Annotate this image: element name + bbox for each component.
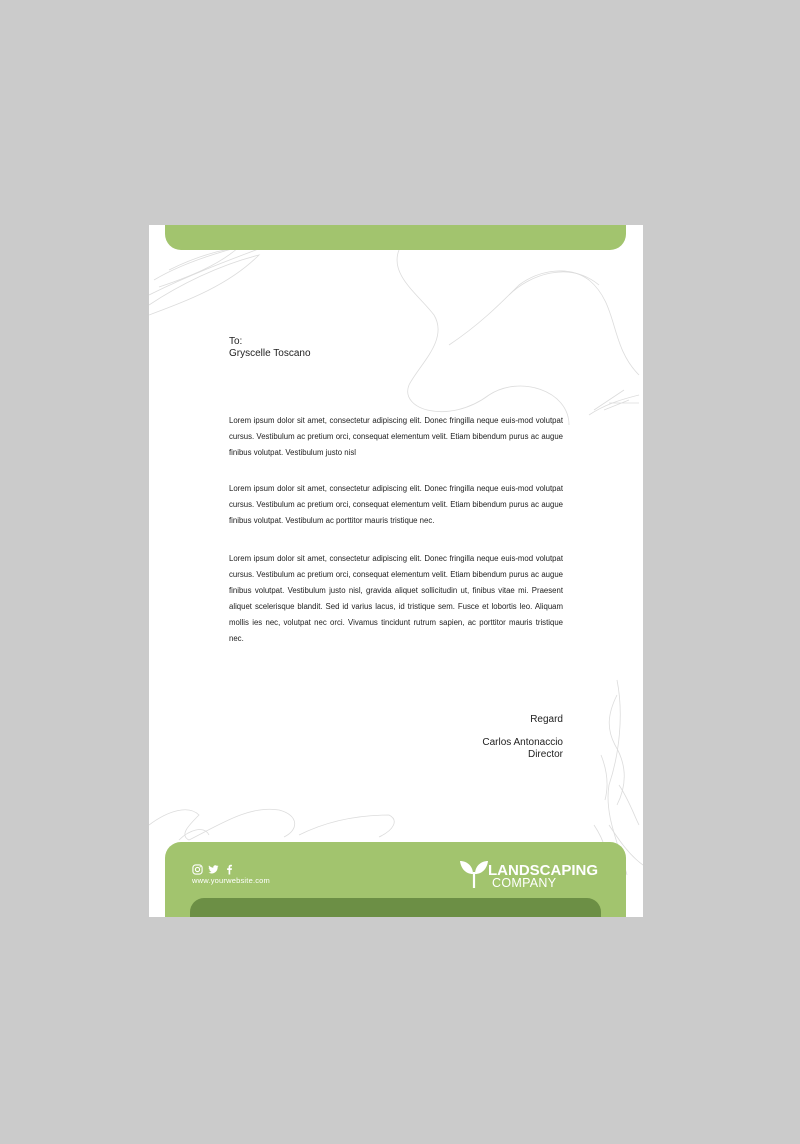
signer-title: Director xyxy=(527,749,563,760)
website-link[interactable]: www.yourwebsite.com xyxy=(192,876,270,885)
footer-dark-band xyxy=(190,898,601,917)
body-paragraph-2: Lorem ipsum dolor sit amet, consectetur adipiscing elit. Donec fringilla neque euis-mod volutpat cursus. Vestibulum ac pretium orci, consequat elementum velit. Etiam bibendum purus ac augue finibus volutpat. Vestibulum ac porttitor mauris tristique nec. xyxy=(229,484,563,525)
to-label: To: xyxy=(229,336,243,347)
facebook-icon[interactable] xyxy=(224,862,235,873)
body-paragraph-3: Lorem ipsum dolor sit amet, consectetur adipiscing elit. Donec fringilla neque euis-mod volutpat cursus. Vestibulum ac pretium orci, consequat elementum velit. Etiam bibendum purus ac augue finibus volutpat. Vestibulum justo nisl, gravida aliquet sollicitudin ut, finibus vitae mi. Praesent aliquet scelerisque blandit. Sed id varius lacus, id tristique sem. Fusce et lobortis leo. Aliquam mollis ies nec, volutpat nec orci. Vivamus tincidunt rutrum sapien, ac porttitor mauris tristique nec. xyxy=(229,554,563,643)
logo-text-primary: LANDSCAPING xyxy=(488,862,599,879)
letter-body xyxy=(229,413,563,667)
recipient-name: Gryscelle Toscano xyxy=(229,348,311,359)
instagram-icon[interactable] xyxy=(192,862,203,873)
social-links xyxy=(192,862,235,873)
closing-salutation: Regard xyxy=(530,714,563,725)
recipient-block xyxy=(229,336,311,360)
twitter-icon[interactable] xyxy=(208,862,219,873)
header-accent-band xyxy=(165,225,626,250)
letterhead-page xyxy=(149,225,643,917)
leaf-sprout-icon xyxy=(458,858,490,890)
signature-block xyxy=(482,714,563,761)
logo-text-secondary: COMPANY xyxy=(492,876,557,890)
body-paragraph-1: Lorem ipsum dolor sit amet, consectetur adipiscing elit. Donec fringilla neque euis-mod volutpat cursus. Vestibulum ac pretium orci, consequat elementum velit. Etiam bibendum purus ac augue finibus volutpat. Vestibulum justo nisl xyxy=(229,416,563,457)
signer-name: Carlos Antonaccio xyxy=(482,737,563,748)
company-logo xyxy=(458,858,608,892)
footer-band xyxy=(165,842,626,917)
